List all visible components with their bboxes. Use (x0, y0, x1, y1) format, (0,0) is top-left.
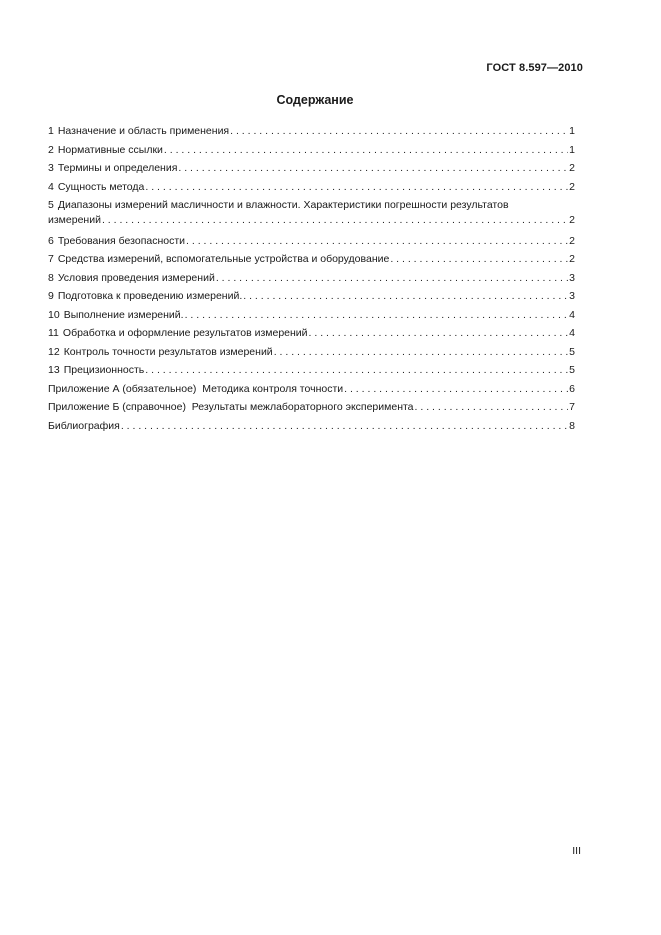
document-code: ГОСТ 8.597—2010 (486, 62, 583, 74)
toc-entry-page: 2 (569, 253, 575, 265)
toc-entry-title: Приложение А (обязательное) Методика контроля точности (48, 382, 344, 395)
toc-entry-title: Приложение Б (справочное) Результаты межлабораторного эксперимента (48, 401, 414, 413)
toc-entry-title: Условия проведения измерений (57, 271, 215, 284)
toc-leader-dots (274, 345, 568, 359)
toc-entry-number: 7 (48, 253, 54, 265)
toc-entry-title: Средства измерений, вспомогательные устройства и оборудование (57, 253, 390, 265)
toc-entry-number: 4 (48, 180, 54, 193)
toc-entry-page: 2 (569, 234, 575, 247)
toc-entry[interactable] (48, 326, 575, 345)
toc-entry[interactable] (48, 308, 575, 327)
toc-entry-title: Библиография (48, 419, 120, 432)
toc-entry-page: 5 (569, 364, 575, 376)
toc-entry-page: 6 (569, 382, 575, 395)
toc-entry-title-continued: измерений (48, 214, 101, 226)
toc-entry-number: 10 (48, 308, 60, 321)
toc-entry-number: 3 (48, 162, 54, 174)
toc-entry-title: Нормативные ссылки (57, 143, 163, 156)
toc-leader-dots (216, 271, 568, 285)
toc-leader-dots (145, 363, 568, 377)
toc-entry-page: 1 (569, 143, 575, 156)
toc-leader-dots (243, 289, 568, 303)
toc-entry-number: 8 (48, 271, 54, 284)
toc-entry-title: Контроль точности результатов измерений (63, 345, 273, 358)
toc-leader-dots (102, 213, 568, 227)
toc-entry-number: 11 (48, 327, 59, 339)
toc-leader-dots (415, 400, 569, 414)
toc-entry-number: 2 (48, 143, 54, 156)
toc-entry-title: Термины и определения (57, 162, 178, 174)
toc-leader-dots (186, 234, 568, 248)
toc-entry-page: 4 (569, 327, 575, 339)
toc-entry-title: Выполнение измерений. (63, 308, 184, 321)
toc-entry-continuation[interactable] (48, 213, 575, 234)
toc-entry-title: Прецизионность (63, 364, 145, 376)
toc-entry[interactable] (48, 234, 575, 253)
toc-entry-title: Диапазоны измерений масличности и влажности. Характеристики погрешности результатов (57, 199, 509, 211)
toc-entry-page: 2 (569, 162, 575, 174)
toc-entry-page: 3 (569, 290, 575, 302)
page-number: III (572, 845, 581, 857)
toc-leader-dots (344, 382, 568, 396)
toc-entry[interactable] (48, 143, 575, 162)
toc-entry-title: Сущность метода (57, 180, 145, 193)
toc-entry-title: Назначение и область применения (57, 125, 230, 137)
toc-entry-bibliography[interactable] (48, 419, 575, 438)
toc-entry[interactable] (48, 180, 575, 199)
toc-entry-appendix-a[interactable] (48, 382, 575, 401)
toc-entry[interactable] (48, 161, 575, 180)
toc-entry[interactable] (48, 363, 575, 382)
toc-entry-title: Требования безопасности (57, 234, 186, 247)
toc-entry-number: 13 (48, 364, 60, 376)
toc-leader-dots (164, 143, 568, 157)
toc-entry[interactable] (48, 271, 575, 290)
toc-entry[interactable] (48, 289, 575, 308)
toc-entry[interactable] (48, 124, 575, 143)
toc-entry-page: 1 (569, 125, 575, 137)
toc-entry-number: 12 (48, 345, 60, 358)
toc-entry-page: 3 (569, 271, 575, 284)
toc-entry[interactable] (48, 252, 575, 271)
table-of-contents (48, 124, 575, 437)
toc-leader-dots (390, 252, 568, 266)
toc-entry-page: 2 (569, 180, 575, 193)
toc-entry-title: Обработка и оформление результатов измерений (62, 327, 308, 339)
toc-title: Содержание (276, 93, 354, 107)
toc-entry[interactable] (48, 198, 575, 213)
toc-leader-dots (145, 180, 568, 194)
toc-entry-number: 6 (48, 234, 54, 247)
toc-entry-page: 4 (569, 308, 575, 321)
toc-entry-number: 1 (48, 125, 54, 137)
toc-entry-number: 9 (48, 290, 54, 302)
toc-entry-title: Подготовка к проведению измерений. (57, 290, 243, 302)
toc-entry-number: 5 (48, 199, 54, 211)
toc-entry-page: 8 (569, 419, 575, 432)
toc-leader-dots (185, 308, 569, 322)
toc-entry[interactable] (48, 345, 575, 364)
toc-leader-dots (230, 124, 568, 138)
toc-entry-page: 5 (569, 345, 575, 358)
toc-leader-dots (121, 419, 568, 433)
toc-entry-appendix-b[interactable] (48, 400, 575, 419)
toc-leader-dots (178, 161, 568, 175)
toc-entry-page: 7 (569, 401, 575, 413)
toc-leader-dots (309, 326, 569, 340)
toc-entry-page: 2 (569, 214, 575, 226)
